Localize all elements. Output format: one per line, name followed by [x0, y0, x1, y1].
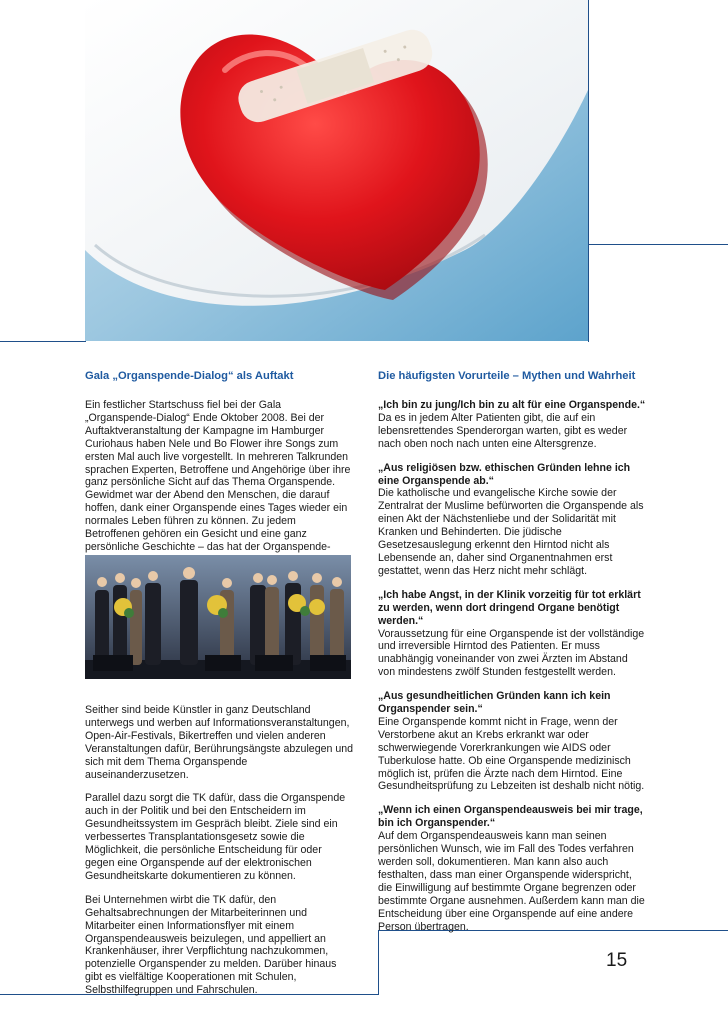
- page-number: 15: [606, 950, 628, 971]
- left-paragraph-3: Parallel dazu sorgt die TK dafür, dass die Organspende auch in der Politik und bei den Entscheidern im Gesundheitssystem im Gespräch bleibt. Ziele sind ein verbessertes Transplantationsgesetz sowie die Möglichkeit, die persönliche Entscheidung für oder gegen eine Organspende auf der elektronischen Gesundheitskarte dokumentieren zu können.: [85, 792, 346, 882]
- myth-item: [378, 690, 646, 793]
- myth-answer: Da es in jedem Alter Patienten gibt, die auf ein lebensrettendes Spenderorgan warten, gibt es weder nach oben noch nach unten eine Altersgrenze.: [378, 411, 628, 450]
- left-paragraph-4: Bei Unternehmen wirbt die TK dafür, den Gehaltsabrechnungen der Mitarbeiterinnen und Mitarbeiter einen Informationsflyer mit einem Organspendeausweis beizulegen, und appelliert an Krankenhäuser, ihrer Verpflichtung nachzukommen, potenzielle Organspender zu melden. Darüber hinaus gibt es vielfältige Kooperationen mit Schulen, Selbsthilfegruppen und Fahrschulen.: [85, 893, 337, 997]
- myth-answer: Eine Organspende kommt nicht in Frage, wenn der Verstorbene akut an Krebs erkrankt war oder schwerwiegende Vorerkrankungen wie AIDS oder Tuberkulose hatte. Ob eine Organspende medizinisch möglich ist, prüfen die Ärzte nach dem Hirntod. Eine Gesundheitsprüfung zu Lebzeiten ist deshalb nicht nötig.: [378, 715, 645, 793]
- myth-question: „Wenn ich einen Organspendeausweis bei mir trage, bin ich Organspender.“: [378, 804, 643, 830]
- left-paragraph-2: Seither sind beide Künstler in ganz Deutschland unterwegs und werben auf Informationsveranstaltungen, Open-Air-Festivals, Bikertreffen und vielen anderen Veranstaltungen dafür, Berührungsängste abzulegen und sich mit dem Thema Organspende auseinanderzusetzen.: [85, 704, 353, 781]
- myth-answer: Voraussetzung für eine Organspende ist der vollständige und irreversible Hirntod des Patienten. Er muss unabhängig voneinander von zwei Ärzten im Abstand von mindestens zwölf Stunden festgestellt werden.: [378, 627, 645, 679]
- right-heading: Die häufigsten Vorurteile – Mythen und Wahrheit: [378, 370, 636, 382]
- myth-item: [378, 589, 646, 679]
- left-heading: Gala „Organspende-Dialog“ als Auftakt: [85, 370, 294, 382]
- gala-photo: [85, 555, 351, 679]
- left-column-top: [85, 370, 353, 578]
- myth-question: „Ich habe Angst, in der Klinik vorzeitig für tot erklärt zu werden, wenn dort dringend Organe benötigt werden.“: [378, 588, 641, 627]
- myth-item: [378, 462, 646, 578]
- left-paragraph-1: Ein festlicher Startschuss fiel bei der Gala „Organspende-Dialog“ Ende Oktober 2008. Bei der Auftaktveranstaltung der Kampagne im Hamburger Curiohaus haben Nele und Bo Flower ihre Songs zum ersten Mal auch live vorgestellt. In mehreren Talkrunden sprachen Experten, Betroffene und Angehörige über ihre ganz persönliche Sicht auf das Thema Organspende. Gewidmet war der Abend den Menschen, die darauf hoffen, dank einer Organspende eines Tages wieder ein normales Leben führen zu können. Zu jedem Betroffenen gehören ein Gesicht und eine ganz persönliche Geschichte – das hat der Organspende-: [85, 399, 351, 553]
- myth-question: „Ich bin zu jung/Ich bin zu alt für eine Organspende.“: [378, 399, 646, 411]
- rule-top-left: [0, 341, 86, 342]
- myth-item: [378, 399, 646, 451]
- left-column-bottom: [85, 704, 353, 1008]
- myth-question: „Aus gesundheitlichen Gründen kann ich kein Organspender sein.“: [378, 690, 611, 716]
- hero-image-heart: [85, 0, 588, 341]
- rule-hero-right: [588, 0, 589, 342]
- rule-top-right: [588, 244, 728, 245]
- myth-answer: Auf dem Organspendeausweis kann man seinen persönlichen Wunsch, wie im Fall des Todes verfahren werden soll, dokumentieren. Man kann also auch festhalten, dass man einer Organspende widerspricht, die Einwilligung auf bestimmte Organe begrenzen oder bestimmte Organe ausnehmen. Außerdem kann man die Entscheidung über eine Organspende auf eine andere Person übertragen.: [378, 830, 645, 933]
- myth-question: „Aus religiösen bzw. ethischen Gründen lehne ich eine Organspende ab.“: [378, 461, 631, 487]
- myth-item: [378, 804, 646, 933]
- right-column: [378, 370, 646, 944]
- myth-answer: Die katholische und evangelische Kirche sowie der Zentralrat der Muslime befürworten die Organspende als einen Akt der Nächstenliebe und der Solidarität mit Kranken und Behinderten. Die jüdische Gesetzesauslegung erkennt den Hirntod nicht als Lebensende an, daher sind Organentnahmen erst gestattet, wenn das Herz nicht mehr schlägt.: [378, 487, 644, 577]
